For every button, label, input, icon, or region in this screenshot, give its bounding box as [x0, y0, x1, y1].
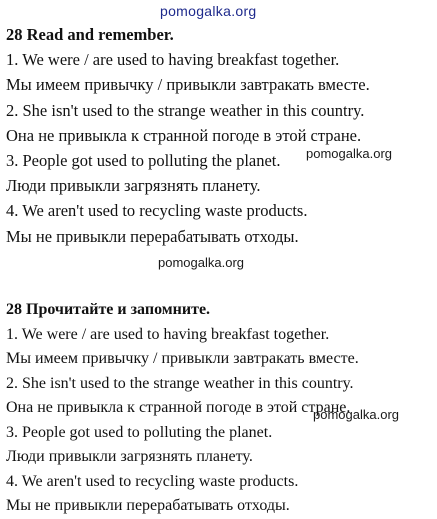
section-title: 28 Read and remember.	[6, 25, 174, 44]
sentence-3-en: 3. People got used to polluting the planet.	[6, 423, 273, 441]
sentence-2-en: 2. She isn't used to the strange weather in this country.	[6, 374, 354, 392]
sentence-2-ru: Она не привыкла к странной погоде в этой стране.	[6, 399, 351, 416]
watermark-right-1: pomogalka.org	[306, 146, 392, 161]
sentence-3-en: 3. People got used to polluting the planet.	[6, 151, 281, 171]
sentence-1-ru: Мы имеем привычку / привыкли завтракать вместе.	[6, 350, 359, 367]
watermark-top: pomogalka.org	[160, 3, 257, 19]
sentence-1-en: 1. We were / are used to having breakfast together.	[6, 50, 340, 70]
sentence-1-ru: Мы имеем привычку / привыкли завтракать вместе.	[6, 75, 370, 95]
sentence-2-en: 2. She isn't used to the strange weather in this country.	[6, 100, 365, 120]
sentence-4-en: 4. We aren't used to recycling waste products.	[6, 472, 299, 490]
sentence-2-ru: Она не привыкла к странной погоде в этой стране.	[6, 125, 362, 145]
sentence-3-ru: Люди привыкли загрязнять планету.	[6, 176, 261, 196]
exercise-section-english	[6, 22, 434, 249]
sentence-4-ru: Мы не привыкли перерабатывать отходы.	[6, 226, 299, 246]
section-title: 28 Прочитайте и запомните.	[6, 301, 211, 318]
sentence-3-ru: Люди привыкли загрязнять планету.	[6, 448, 253, 465]
watermark-middle: pomogalka.org	[158, 255, 244, 270]
sentence-4-ru: Мы не привыкли перерабатывать отходы.	[6, 497, 290, 514]
watermark-right-2: pomogalka.org	[313, 407, 399, 422]
sentence-1-en: 1. We were / are used to having breakfast together.	[6, 325, 330, 343]
sentence-4-en: 4. We aren't used to recycling waste products.	[6, 201, 308, 221]
